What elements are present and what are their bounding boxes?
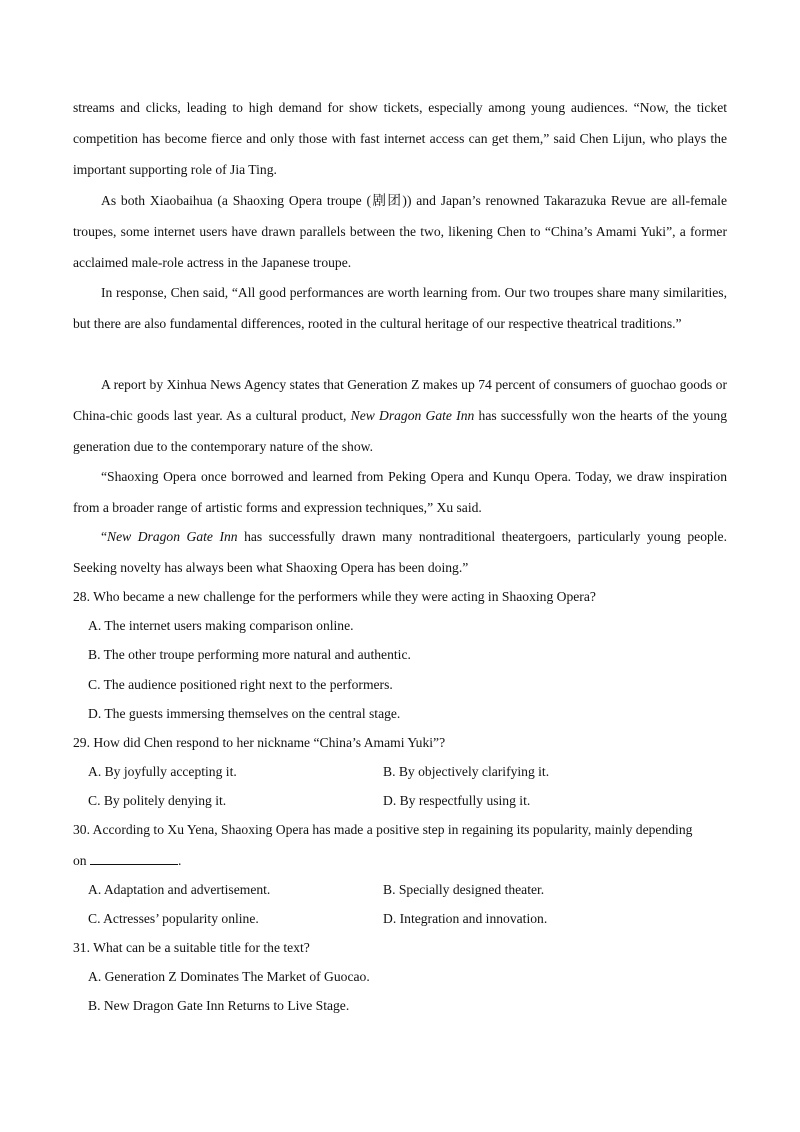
question-30-option-c[interactable]: C. Actresses’ popularity online.: [88, 911, 259, 926]
passage-paragraph-1: streams and clicks, leading to high demand for show tickets, especially among young audiences. “Now, the ticket competition has become fierce and only those with fast internet access can get them,” said Chen Lijun, who plays the important supporting role of Jia Ting.: [73, 100, 727, 177]
question-31-option-a[interactable]: A. Generation Z Dominates The Market of Guocao.: [88, 969, 370, 984]
paragraph-4-text-before: A report by Xinhua News Agency states that Generation Z makes up 74 percent of consumers of guochao goods or China-chic goods last year. As a cultural product,: [73, 377, 727, 423]
question-30-stem-period: .: [178, 853, 182, 868]
question-29-stem: 29. How did Chen respond to her nickname “China’s Amami Yuki”?: [73, 735, 446, 750]
answer-blank: [90, 852, 178, 865]
question-28-option-b[interactable]: B. The other troupe performing more natural and authentic.: [88, 647, 411, 662]
show-title: New Dragon Gate Inn: [107, 529, 238, 544]
question-30-stem-on: on: [73, 853, 87, 868]
passage-paragraph-4: [73, 369, 727, 462]
question-28-option-d[interactable]: D. The guests immersing themselves on the central stage.: [88, 706, 401, 721]
passage-paragraph-5: “Shaoxing Opera once borrowed and learned from Peking Opera and Kunqu Opera. Today, we draw inspiration from a broader range of artistic forms and expression techniques,” Xu said.: [73, 469, 727, 515]
question-29-option-c[interactable]: C. By politely denying it.: [88, 793, 227, 808]
question-31-option-b[interactable]: B. New Dragon Gate Inn Returns to Live Stage.: [88, 998, 350, 1013]
question-29-option-b[interactable]: B. By objectively clarifying it.: [383, 764, 550, 779]
show-title: New Dragon Gate Inn: [350, 408, 475, 423]
paragraph-4-text-after: has successfully won the hearts of the young generation due to the contemporary nature of the show.: [73, 408, 727, 454]
question-30-option-b[interactable]: B. Specially designed theater.: [383, 882, 545, 897]
question-30-option-a[interactable]: A. Adaptation and advertisement.: [88, 882, 271, 897]
question-28-stem: 28. Who became a new challenge for the performers while they were acting in Shaoxing Opera?: [73, 589, 596, 604]
question-28-option-a[interactable]: A. The internet users making comparison online.: [88, 618, 354, 633]
question-30-option-d[interactable]: D. Integration and innovation.: [383, 911, 548, 926]
question-29-option-d[interactable]: D. By respectfully using it.: [383, 793, 531, 808]
passage-paragraph-2: As both Xiaobaihua (a Shaoxing Opera troupe (剧团)) and Japan’s renowned Takarazuka Revue are all-female troupes, some internet users have drawn parallels between the two, likening Chen to “China’s Amami Yuki”, a former acclaimed male-role actress in the Japanese troupe.: [73, 193, 727, 270]
question-30-stem: 30. According to Xu Yena, Shaoxing Opera has made a positive step in regaining its popularity, mainly depending: [73, 822, 693, 837]
passage-paragraph-6: [73, 521, 727, 583]
paragraph-6-open-quote: “: [101, 529, 108, 544]
question-30-stem-continued: [73, 851, 181, 871]
question-28-option-c[interactable]: C. The audience positioned right next to the performers.: [88, 677, 393, 692]
passage-paragraph-3: In response, Chen said, “All good performances are worth learning from. Our two troupes share many similarities, but there are also fundamental differences, rooted in the cultural heritage of our respective theatrical traditions.”: [73, 285, 727, 331]
question-31-stem: 31. What can be a suitable title for the text?: [73, 940, 310, 955]
paragraph-6-text-after: has successfully drawn many nontraditional theatergoers, particularly young people. Seeking novelty has always been what Shaoxing Opera has been doing.”: [73, 529, 727, 575]
question-29-option-a[interactable]: A. By joyfully accepting it.: [88, 764, 237, 779]
